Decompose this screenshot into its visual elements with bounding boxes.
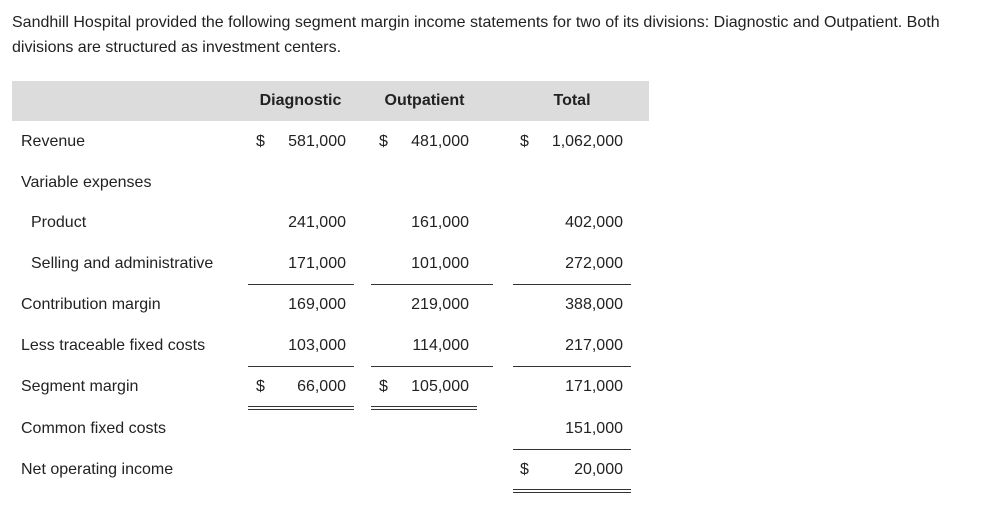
row-label-traceable-fixed: Less traceable fixed costs: [21, 337, 206, 354]
revenue-diagnostic: 581,000: [288, 133, 346, 150]
product-outpatient: 161,000: [411, 214, 469, 231]
dollar-sign-noi-total: $: [520, 461, 529, 478]
segment-margin-outpatient: 105,000: [411, 378, 469, 395]
revenue-total: 1,062,000: [551, 133, 623, 150]
noi-rule-total: [513, 449, 631, 450]
row-label-selling-admin: Selling and administrative: [31, 255, 214, 272]
subtotal-rule-total: [513, 284, 631, 285]
traceable-fixed-outpatient: 114,000: [412, 337, 469, 354]
subtotal-rule-outpatient: [371, 284, 493, 285]
selling-admin-outpatient: 101,000: [411, 255, 469, 272]
row-label-product: Product: [31, 214, 87, 231]
common-fixed-total: 151,000: [565, 420, 623, 437]
dollar-sign-revenue-outpatient: $: [379, 133, 388, 150]
selling-admin-total: 272,000: [565, 255, 623, 272]
col-header-total: Total: [553, 92, 591, 109]
dollar-sign-revenue-total: $: [520, 133, 529, 150]
product-total: 402,000: [565, 214, 623, 231]
subtotal-rule-diagnostic: [248, 284, 354, 285]
traceable-fixed-total: 217,000: [565, 337, 623, 354]
segment-margin-diagnostic: 66,000: [297, 378, 346, 395]
col-header-diagnostic: Diagnostic: [259, 92, 342, 109]
segment-rule-outpatient: [371, 366, 493, 367]
contribution-margin-outpatient: 219,000: [411, 296, 469, 313]
net-operating-income-total: 20,000: [574, 461, 623, 478]
row-label-variable-expenses: Variable expenses: [21, 174, 152, 191]
dollar-sign-segment-diagnostic: $: [256, 378, 265, 395]
traceable-fixed-diagnostic: 103,000: [288, 337, 346, 354]
double-rule-diagnostic: [248, 406, 354, 410]
row-label-net-operating-income: Net operating income: [21, 461, 174, 478]
segment-rule-total: [513, 366, 631, 367]
dollar-sign-revenue-diagnostic: $: [256, 133, 265, 150]
revenue-outpatient: 481,000: [411, 133, 469, 150]
segment-margin-total: 171,000: [565, 378, 623, 395]
problem-intro: Sandhill Hospital provided the following segment margin income statements for two of its divisions: Diagnostic and Outpatient. Both divisions are structured as investment centers.: [12, 14, 940, 56]
double-rule-total: [513, 489, 631, 493]
double-rule-outpatient: [371, 406, 477, 410]
contribution-margin-diagnostic: 169,000: [288, 296, 346, 313]
dollar-sign-segment-outpatient: $: [379, 378, 388, 395]
row-label-revenue: Revenue: [21, 133, 86, 150]
row-label-common-fixed: Common fixed costs: [21, 420, 166, 437]
product-diagnostic: 241,000: [288, 214, 346, 231]
row-label-contribution-margin: Contribution margin: [21, 296, 161, 313]
selling-admin-diagnostic: 171,000: [288, 255, 346, 272]
col-header-outpatient: Outpatient: [384, 92, 465, 109]
contribution-margin-total: 388,000: [565, 296, 623, 313]
row-label-segment-margin: Segment margin: [21, 378, 139, 395]
segment-rule-diagnostic: [248, 366, 354, 367]
